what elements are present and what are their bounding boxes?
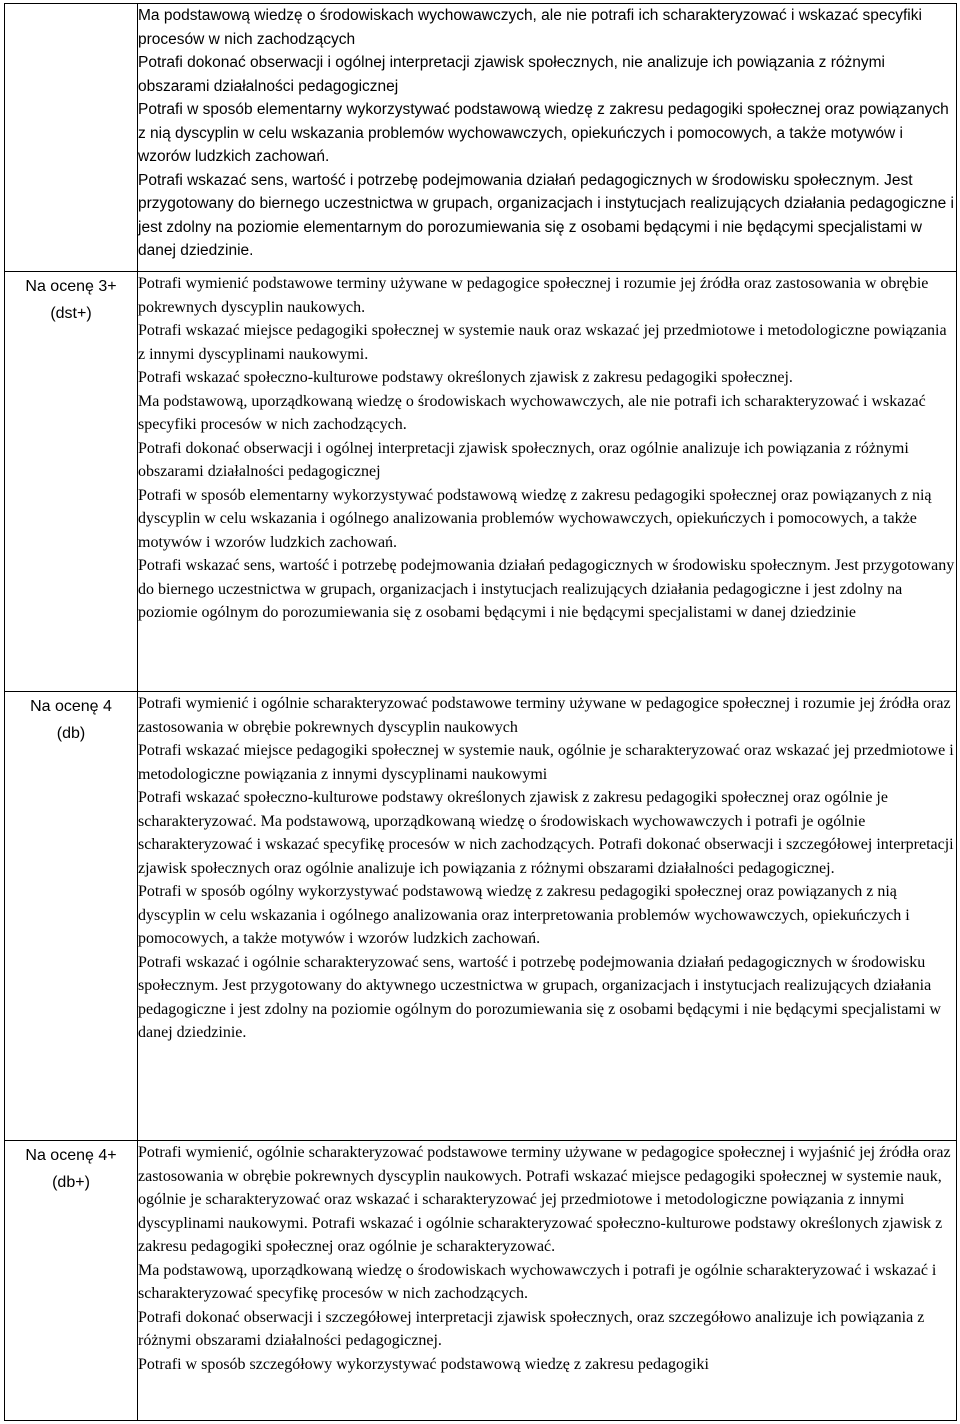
criterion: Ma podstawową, uporządkowaną wiedzę o środowiskach wychowawczych, ale nie potrafi ich scharakteryzować i wskazać specyfiki procesów w nich zachodzących. xyxy=(138,392,926,433)
criterion: Potrafi wskazać społeczno-kulturowe podstawy określonych zjawisk z zakresu pedagogiki społecznej. xyxy=(138,369,793,386)
criterion: Potrafi wskazać miejsce pedagogiki społecznej w systemie nauk oraz wskazać jej przedmiotowe i metodologiczne powiązania z innymi dyscyplinami naukowymi. xyxy=(138,322,947,363)
criterion: Potrafi w sposób ogólny wykorzystywać podstawową wiedzę z zakresu pedagogiki społecznej oraz powiązanych z nią dyscyplin w celu wskazania i ogólnego analizowania oraz interpretowania problemów wychowawczych, opiekuńczych i pomocowych, a także motywów i wzorów ludzkich zachowań. xyxy=(138,883,910,947)
grade-cell xyxy=(5,1141,138,1421)
table-row xyxy=(5,272,957,692)
grade-code xyxy=(5,7,137,10)
grade-cell xyxy=(5,4,138,272)
criteria-cell xyxy=(138,692,957,1141)
criterion: Potrafi wymienić podstawowe terminy używane w pedagogice społecznej i rozumie jej źródła oraz zastosowania w obrębie pokrewnych dyscyplin naukowych. xyxy=(138,275,929,316)
criterion: Potrafi w sposób szczegółowy wykorzystywać podstawową wiedzę z zakresu pedagogiki xyxy=(138,1355,709,1373)
criteria-cell xyxy=(138,4,957,272)
table-row xyxy=(5,1141,957,1421)
grade-code: (dst+) xyxy=(50,304,92,322)
criterion: Potrafi w sposób elementarny wykorzystywać podstawową wiedzę z zakresu pedagogiki społecznej oraz powiązanych z nią dyscyplin w celu wskazania i ogólnego analizowania problemów wychowawczych, opiekuńczych i pomocowych, a także motywów i wzorów ludzkich zachowań. xyxy=(138,486,932,551)
grading-criteria-table xyxy=(4,3,957,1421)
criterion: Ma podstawową wiedzę o środowiskach wychowawczych, ale nie potrafi ich scharakteryzować i wskazać specyfiki procesów w nich zachodzących xyxy=(138,7,922,48)
criterion: Potrafi wskazać społeczno-kulturowe podstawy określonych zjawisk z zakresu pedagogiki społecznej oraz ogólnie je scharakteryzować. Ma podstawową, uporządkowaną wiedzę o środowiskach wychowawczych i potrafi je ogólnie scharakteryzować i wskazać specyfikę procesów w nich zachodzących. Potrafi dokonać obserwacji i szczegółowej interpretacji zjawisk społecznych oraz ogólnie analizuje ich powiązania z różnymi obszarami działalności pedagogicznej. xyxy=(138,789,954,877)
criterion: Potrafi dokonać obserwacji i szczegółowej interpretacji zjawisk społecznych, oraz szczegółowo analizuje ich powiązania z różnymi obszarami działalności pedagogicznej. xyxy=(138,1308,925,1349)
grade-cell xyxy=(5,692,138,1141)
table-row xyxy=(5,4,957,272)
criterion: Potrafi wskazać miejsce pedagogiki społecznej w systemie nauk, ogólnie je scharakteryzować oraz wskazać jej przedmiotowe i metodologiczne powiązania z innymi dyscyplinami naukowymi xyxy=(138,742,954,783)
criterion: Potrafi dokonać obserwacji i ogólnej interpretacji zjawisk społecznych, oraz ogólnie analizuje ich powiązania z różnymi obszarami działalności pedagogicznej xyxy=(138,439,909,480)
criterion: Potrafi wymienić i ogólnie scharakteryzować podstawowe terminy używane w pedagogice społecznej i rozumie jej źródła oraz zastosowania w obrębie pokrewnych dyscyplin naukowych xyxy=(138,695,951,736)
grade-cell xyxy=(5,272,138,692)
grade-code: (db+) xyxy=(52,1173,90,1191)
grade-code: (db) xyxy=(56,724,86,742)
criterion: Potrafi wskazać sens, wartość i potrzebę podejmowania działań pedagogicznych w środowisku społecznym. Jest przygotowany do biernego uczestnictwa w grupach, organizacjach i instytucjach realizujących działania pedagogiczne i jest zdolny na poziomie elementarnym do porozumiewania się z osobami będącymi i nie będącymi specjalistami w danej dziedzinie. xyxy=(138,171,954,259)
criteria-cell xyxy=(138,272,957,692)
criteria-cell xyxy=(138,1141,957,1421)
grade-label: Na ocenę 3+ xyxy=(25,278,117,295)
criterion: Potrafi wymienić, ogólnie scharakteryzować podstawowe terminy używane w pedagogice społecznej i wyjaśnić jej źródła oraz zastosowania w obrębie pokrewnych dyscyplin naukowych. Potrafi wskazać miejsce pedagogiki społecznej w systemie nauk, ogólnie je scharakteryzować oraz wskazać i scharakteryzować jej przedmiotowe i metodologiczne powiązania z innymi dyscyplinami naukowymi. Potrafi wskazać i ogólnie scharakteryzować społeczno-kulturowe podstawy określonych zjawisk z zakresu pedagogiki społecznej oraz ogólnie je scharakteryzować. xyxy=(138,1144,951,1255)
criterion: Potrafi dokonać obserwacji i ogólnej interpretacji zjawisk społecznych, nie analizuje ich powiązania z różnymi obszarami działalności pedagogicznej xyxy=(138,54,885,95)
table-row xyxy=(5,692,957,1141)
criterion: Potrafi w sposób elementarny wykorzystywać podstawową wiedzę z zakresu pedagogiki społecznej oraz powiązanych z nią dyscyplin w celu wskazania problemów wychowawczych, opiekuńczych i pomocowych, a także motywów i wzorów ludzkich zachowań. xyxy=(138,101,949,165)
criterion: Potrafi wskazać i ogólnie scharakteryzować sens, wartość i potrzebę podejmowania działań pedagogicznych w środowisku społecznym. Jest przygotowany do aktywnego uczestnictwa w grupach, organizacjach i instytucjach realizujących działania pedagogiczne i jest zdolny na poziomie ogólnym do porozumiewania się z osobami będącymi i nie będącymi specjalistami w danej dziedzinie. xyxy=(138,953,941,1041)
criterion: Potrafi wskazać sens, wartość i potrzebę podejmowania działań pedagogicznych w środowisku społecznym. Jest przygotowany do biernego uczestnictwa w grupach, organizacjach i instytucjach realizujących działania pedagogiczne i jest zdolny na poziomie ogólnym do porozumiewania się z osobami będącymi i nie będącymi specjalistami w danej dziedzinie xyxy=(138,557,955,621)
grade-label: Na ocenę 4+ xyxy=(25,1147,117,1164)
grade-label: Na ocenę 4 xyxy=(30,698,112,715)
criterion: Ma podstawową, uporządkowaną wiedzę o środowiskach wychowawczych i potrafi je ogólnie scharakteryzować i wskazać i scharakteryzować specyfikę procesów w nich zachodzących. xyxy=(138,1261,937,1302)
